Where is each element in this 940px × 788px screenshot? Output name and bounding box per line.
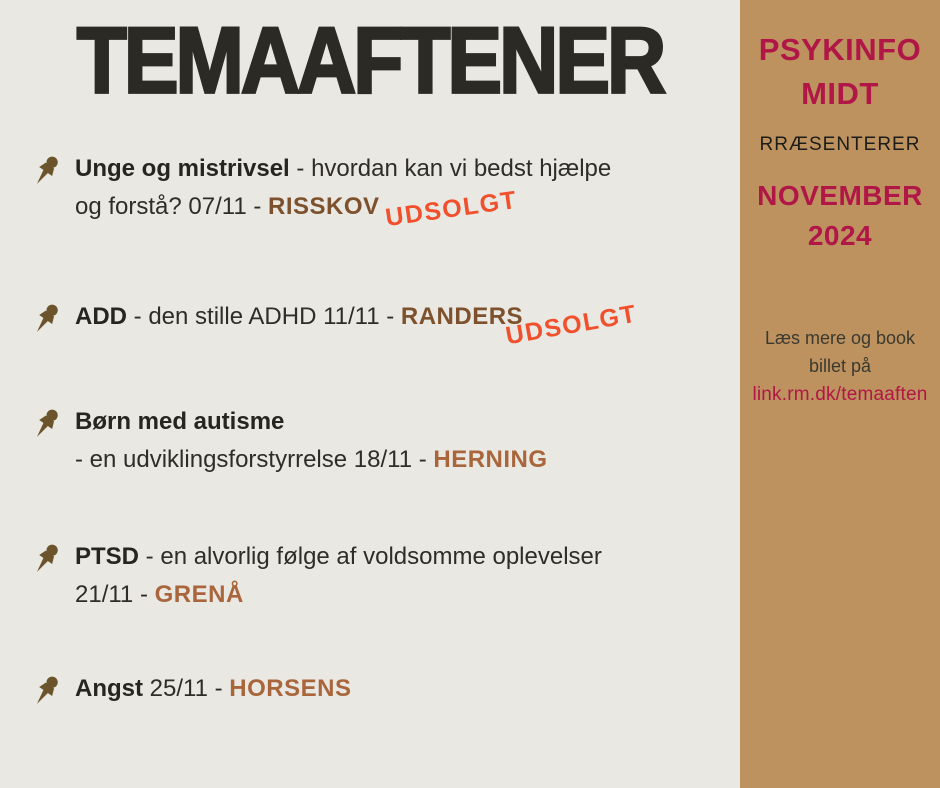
- pushpin-icon: [28, 673, 64, 709]
- event-item-angst: [28, 670, 718, 708]
- pushpin-icon: [28, 541, 64, 577]
- page-title: TEMAAFTENER: [76, 9, 664, 113]
- event-text: [75, 538, 718, 614]
- brand-line2: MIDT: [801, 76, 879, 111]
- booking-link: link.rm.dk/temaaften: [752, 384, 928, 405]
- pushpin-icon: [28, 406, 64, 442]
- booking-info-line2: billet på: [808, 356, 872, 376]
- event-line2: og forstå? 07/11 - RISSKOV: [75, 193, 380, 220]
- event-text: [75, 403, 718, 479]
- month-line2: 2024: [807, 220, 873, 251]
- event-city: HORSENS: [229, 675, 352, 702]
- presents-label: RRÆSENTERER: [759, 134, 921, 155]
- pushpin-icon: [28, 153, 64, 189]
- month-line1: NOVEMBER: [757, 180, 923, 211]
- event-item-ptsd: [28, 538, 718, 614]
- pushpin-icon: [28, 301, 64, 337]
- event-city: HERNING: [433, 446, 548, 473]
- event-city: RISSKOV: [268, 193, 380, 220]
- event-line2: 21/11 - GRENÅ: [75, 581, 244, 608]
- event-line1: Børn med autisme: [75, 408, 285, 435]
- event-line1: ADD - den stille ADHD 11/11 - RANDERS: [75, 303, 524, 330]
- event-city: GRENÅ: [154, 581, 244, 608]
- soldout-badge: UDSOLGT: [383, 185, 520, 233]
- booking-info-line1: Læs mere og book: [764, 328, 916, 348]
- brand-title: [740, 28, 940, 116]
- soldout-badge: UDSOLGT: [503, 299, 640, 351]
- event-item-born-med-autisme: [28, 403, 718, 479]
- event-item-add: [28, 298, 718, 351]
- event-city: RANDERS: [400, 303, 524, 330]
- booking-info: [740, 324, 940, 380]
- event-line1: Angst 25/11 - HORSENS: [75, 675, 352, 702]
- sidebar-panel: [740, 0, 940, 788]
- event-line2: - en udviklingsforstyrrelse 18/11 - HERNING: [75, 446, 548, 473]
- event-item-unge-og-mistrivsel: [28, 150, 718, 233]
- month-title: [740, 176, 940, 256]
- event-line1: Unge og mistrivsel - hvordan kan vi bedst hjælpe: [75, 155, 612, 182]
- brand-line1: PSYKINFO: [758, 32, 922, 67]
- event-text: [75, 670, 718, 708]
- event-line1: PTSD - en alvorlig følge af voldsomme oplevelser: [75, 543, 602, 570]
